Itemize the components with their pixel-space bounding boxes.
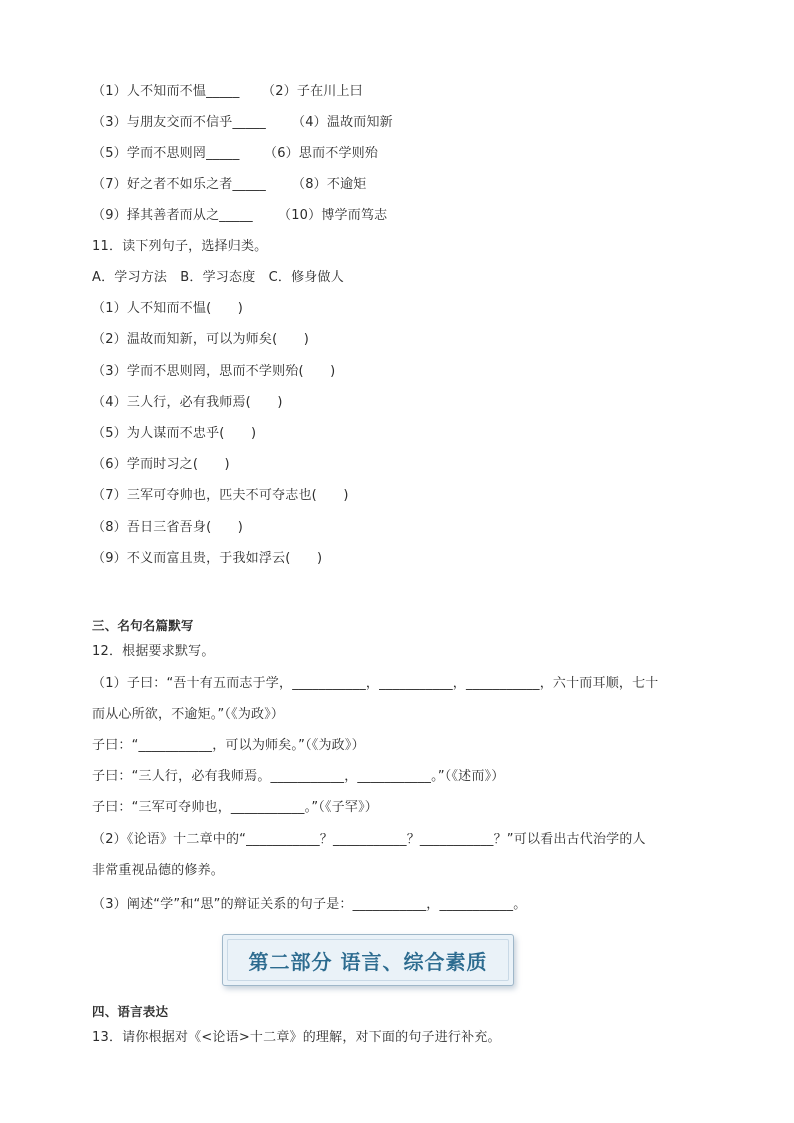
q11-item: （9）不义而富且贵，于我如浮云( ) (92, 551, 323, 566)
q11-item: （4）三人行，必有我师焉( ) (92, 395, 283, 410)
banner-title: 第二部分 语言、综合素质 (248, 949, 488, 974)
q11-item: （7）三军可夺帅也，匹夫不可夺志也( ) (92, 488, 349, 503)
pair-left: （9）择其善者而从之_____ (92, 208, 253, 223)
pair-right: （10）博学而笃志 (278, 208, 388, 223)
pair-row (92, 113, 393, 133)
q12-line: （1）子曰：“吾十有五而志于学，___________，___________，___________，六十而耳顺，七十 (92, 676, 659, 691)
question-11-title: 11．读下列句子，选择归类。 (92, 239, 268, 254)
q11-item: （2）温故而知新，可以为师矣( ) (92, 332, 310, 347)
pair-row (92, 206, 387, 226)
q12-line: （3）阐述“学”和“思”的辩证关系的句子是：___________，___________。 (92, 897, 527, 912)
q12-line: 非常重视品德的修养。 (92, 863, 225, 878)
q11-item: （1）人不知而不愠( ) (92, 301, 244, 316)
pair-row (92, 144, 378, 164)
pair-row (92, 175, 366, 195)
pair-right: （6）思而不学则殆 (264, 146, 379, 161)
question-13: 13．请你根据对《<论语>十二章》的理解，对下面的句子进行补充。 (92, 1030, 501, 1045)
pair-right: （4）温故而知新 (292, 115, 393, 130)
question-12-title: 12．根据要求默写。 (92, 644, 215, 659)
q12-line: 而从心所欲，不逾矩。”（《为政》） (92, 707, 285, 722)
part-two-banner (222, 934, 514, 986)
pair-left: （1）人不知而不愠_____ (92, 84, 240, 99)
section-3-heading: 三、名句名篇默写 (92, 618, 194, 633)
pair-left: （7）好之者不如乐之者_____ (92, 177, 266, 192)
section-4-heading: 四、语言表达 (92, 1004, 169, 1019)
q11-item: （8）吾日三省吾身( ) (92, 520, 244, 535)
q12-line: （2）《论语》十二章中的“___________？___________？___________？”可以看出古代治学的人 (92, 832, 646, 847)
pair-left: （5）学而不思则罔_____ (92, 146, 240, 161)
q12-line: 子曰：“三军可夺帅也，___________。”（《子罕》） (92, 800, 378, 815)
q11-item: （5）为人谋而不忠乎( ) (92, 426, 257, 441)
pair-left: （3）与朋友交而不信乎_____ (92, 115, 266, 130)
pair-right: （2）子在川上曰 (262, 84, 363, 99)
banner-frame (227, 939, 509, 981)
q12-line: 子曰：“___________，可以为师矣。”（《为政》） (92, 738, 365, 753)
q11-item: （3）学而不思则罔，思而不学则殆( ) (92, 364, 336, 379)
q12-line: 子曰：“三人行，必有我师焉。___________，___________。”（《述而》） (92, 769, 505, 784)
question-11-options: A．学习方法 B．学习态度 C．修身做人 (92, 270, 344, 285)
pair-right: （8）不逾矩 (292, 177, 367, 192)
pair-row (92, 82, 363, 102)
q11-item: （6）学而时习之( ) (92, 457, 230, 472)
